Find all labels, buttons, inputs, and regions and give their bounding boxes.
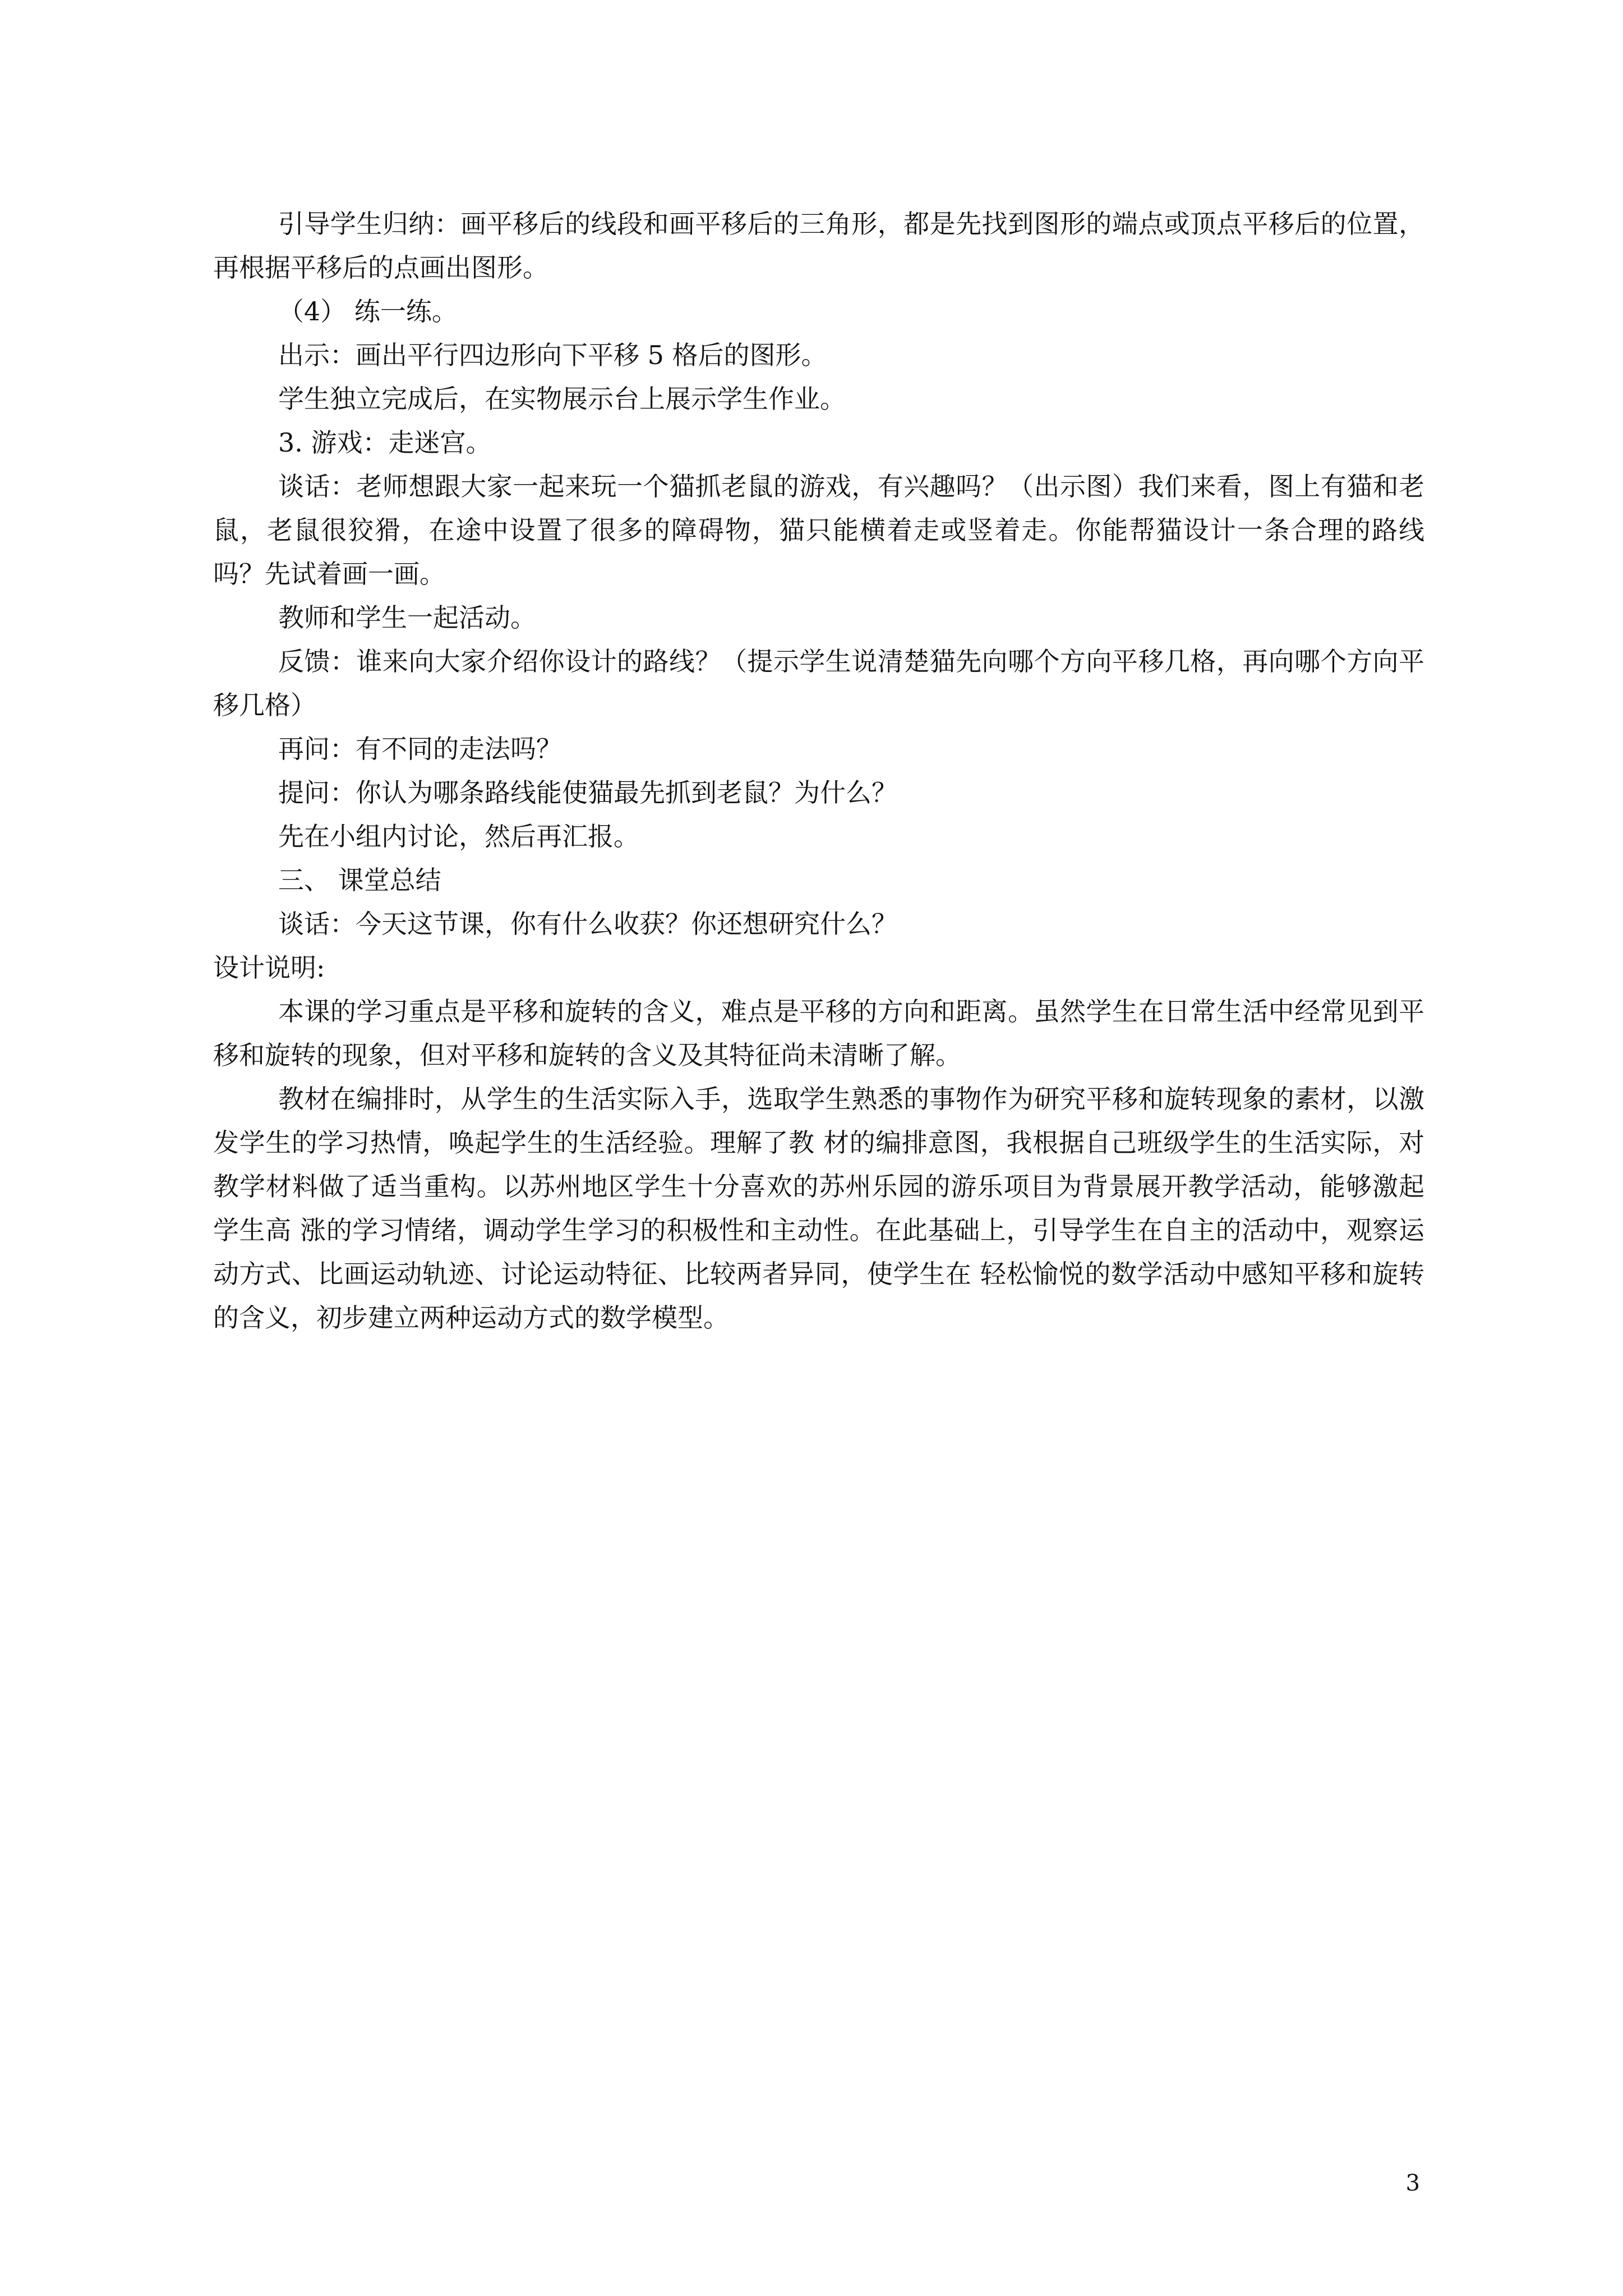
paragraph-feedback: 反馈：谁来向大家介绍你设计的路线？（提示学生说清楚猫先向哪个方向平移几格，再向哪个方向平移几格） xyxy=(213,646,1424,720)
paragraph-game-heading: 3. 游戏：走迷宫。 xyxy=(278,427,492,458)
paragraph-practice-heading: （4） 练一练。 xyxy=(278,296,458,326)
section-heading-summary: 三、 课堂总结 xyxy=(278,865,441,895)
paragraph-student-work: 学生独立完成后，在实物展示台上展示学生作业。 xyxy=(278,384,846,414)
paragraph-game-talk: 谈话：老师想跟大家一起来玩一个猫抓老鼠的游戏，有兴趣吗？（出示图）我们来看，图上有猫和老鼠，老鼠很狡猾，在途中设置了很多的障碍物，猫只能横着走或竖着走。你能帮猫设计一条合理的路线吗？先试着画一画。 xyxy=(213,471,1424,589)
document-body xyxy=(213,202,1424,1340)
paragraph-show-task: 出示：画出平行四边形向下平移 5 格后的图形。 xyxy=(278,340,827,370)
paragraph-design-focus: 本课的学习重点是平移和旋转的含义，难点是平移的方向和距离。虽然学生在日常生活中经常见到平移和旋转的现象，但对平移和旋转的含义及其特征尚未清晰了解。 xyxy=(213,996,1424,1070)
paragraph-design-materials: 教材在编排时，从学生的生活实际入手，选取学生熟悉的事物作为研究平移和旋转现象的素材，以激发学生的学习热情，唤起学生的生活经验。理解了教 材的编排意图，我根据自己班级学生的生活实际，对教学材料做了适当重构。以苏州地区学生十分喜欢的苏州乐园的游乐项目为背景展开教学活动，能够激起学生高 涨的学习情绪，调动学生学习的积极性和主动性。在此基础上，引导学生在自主的活动中，观察运动方式、比画运动轨迹、讨论运动特征、比较两者异同，使学生在 轻松愉悦的数学活动中感知平移和旋转的含义，初步建立两种运动方式的数学模型。 xyxy=(213,1084,1424,1333)
paragraph-ask-again: 再问：有不同的走法吗？ xyxy=(278,734,562,764)
paragraph-teacher-activity: 教师和学生一起活动。 xyxy=(278,602,536,633)
paragraph-summary-talk: 谈话：今天这节课，你有什么收获？你还想研究什么？ xyxy=(278,909,897,939)
design-notes-heading: 设计说明: xyxy=(213,953,325,983)
paragraph-group-discussion: 先在小组内讨论，然后再汇报。 xyxy=(278,821,639,852)
paragraph-question: 提问：你认为哪条路线能使猫最先抓到老鼠？为什么？ xyxy=(278,777,897,808)
page-number: 3 xyxy=(1405,2170,1420,2196)
paragraph-summary: 引导学生归纳：画平移后的线段和画平移后的三角形，都是先找到图形的端点或顶点平移后的位置，再根据平移后的点画出图形。 xyxy=(213,209,1424,283)
